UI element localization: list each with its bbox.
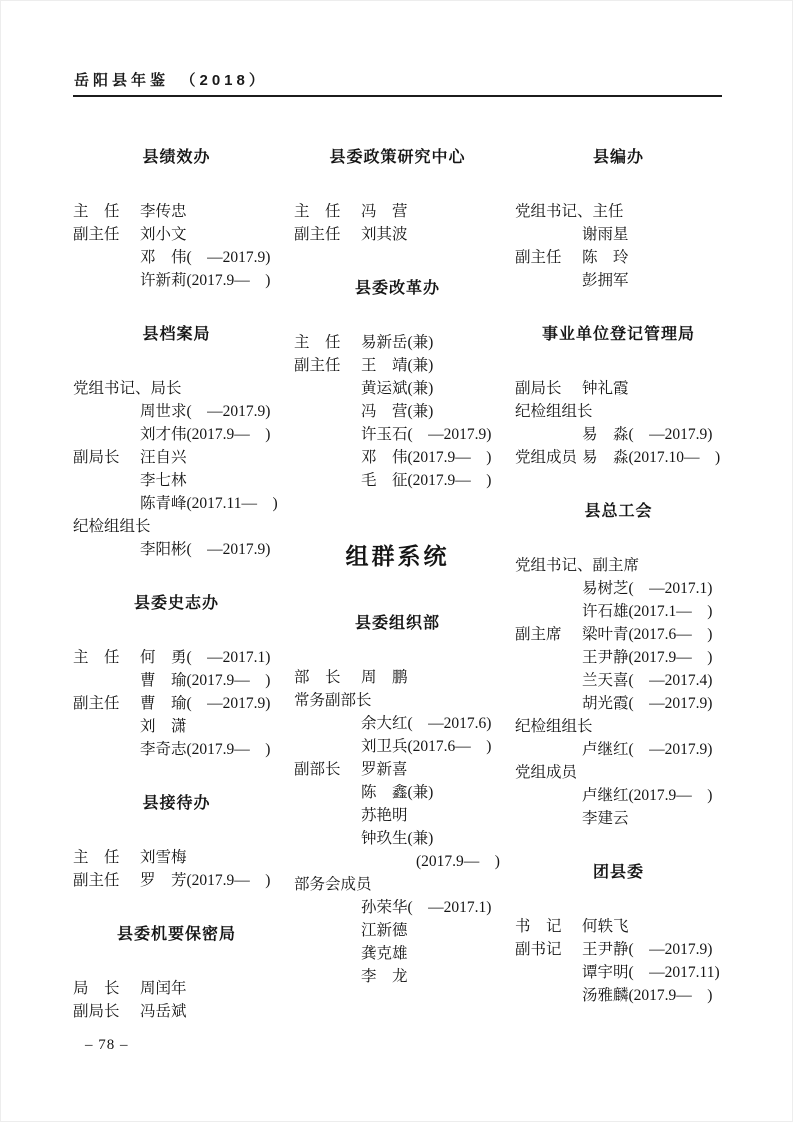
role-label — [73, 400, 140, 423]
org-section — [73, 148, 280, 292]
person-name: 彭拥军 — [582, 272, 629, 289]
person-name: 王尹静( —2017.9) — [582, 941, 713, 958]
person-name: 李阳彬( —2017.9) — [140, 541, 271, 558]
role-label: 主 任 — [294, 203, 341, 220]
entry-row — [515, 600, 722, 623]
person-name: 何 勇( —2017.1) — [140, 649, 271, 666]
entry-row — [294, 200, 501, 223]
entry-row — [515, 761, 722, 784]
entry-row — [515, 646, 722, 669]
entry-row — [515, 915, 722, 938]
person-name: 毛 征(2017.9— ) — [361, 472, 492, 489]
entry-row — [515, 984, 722, 1007]
person-name: 曹 瑜( —2017.9) — [140, 695, 271, 712]
role-label: 主 任 — [73, 649, 120, 666]
role-label: 纪检组组长 — [515, 403, 593, 420]
role-label: 党组书记、局长 — [73, 380, 182, 397]
role-label: 副部长 — [294, 761, 341, 778]
person-name: 卢继红( —2017.9) — [582, 741, 713, 758]
person-name: 谭宇明( —2017.11) — [582, 964, 720, 981]
entry-row — [73, 492, 280, 515]
person-name: 罗新喜 — [361, 761, 408, 778]
person-name: 余大红( —2017.6) — [361, 715, 492, 732]
role-label: 主 任 — [73, 203, 120, 220]
section-title: 县委政策研究中心 — [329, 149, 466, 166]
entry-row — [515, 223, 722, 246]
role-label — [515, 577, 582, 600]
person-name: 周 鹏 — [361, 669, 408, 686]
section-title: 县委史志办 — [133, 595, 219, 612]
role-label: 副局长 — [73, 449, 120, 466]
page-number: – 78 – — [85, 1037, 129, 1053]
entry-row — [73, 977, 280, 1000]
person-name: 钟礼霞 — [582, 380, 629, 397]
role-label — [294, 400, 361, 423]
person-name: 刘才伟(2017.9— ) — [140, 426, 271, 443]
person-name: 周闰年 — [140, 980, 187, 997]
entry-row — [515, 623, 722, 646]
role-label: 书 记 — [515, 918, 562, 935]
entry-row — [294, 689, 501, 712]
role-label — [73, 492, 140, 515]
role-label — [294, 942, 361, 965]
role-label — [515, 961, 582, 984]
person-name: 李传忠 — [140, 203, 187, 220]
person-name: 兰天喜( —2017.4) — [582, 672, 713, 689]
entry-row — [73, 692, 280, 715]
entry-row — [73, 669, 280, 692]
role-label — [515, 669, 582, 692]
person-name: 刘 潇 — [140, 718, 187, 735]
person-name: 汪自兴 — [140, 449, 187, 466]
entry-row — [515, 784, 722, 807]
entry-row — [73, 1000, 280, 1023]
person-name: 何轶飞 — [582, 918, 629, 935]
role-label: 副书记 — [515, 941, 562, 958]
page-header: 岳阳县年鉴 （2018） — [74, 72, 268, 89]
entry-row — [294, 965, 501, 988]
entry-row — [294, 850, 501, 873]
person-name: 曹 瑜(2017.9— ) — [140, 672, 271, 689]
role-label: 副主任 — [73, 226, 120, 243]
role-label — [515, 692, 582, 715]
role-label — [515, 600, 582, 623]
role-label: 局 长 — [73, 980, 120, 997]
org-section — [515, 502, 722, 830]
person-name: 陈 鑫(兼) — [361, 784, 434, 801]
org-section — [73, 794, 280, 892]
section-title: 县委改革办 — [354, 280, 440, 297]
role-label: 副主席 — [515, 626, 562, 643]
person-name: 龚克雄 — [361, 945, 408, 962]
person-name: 罗 芳(2017.9— ) — [140, 872, 271, 889]
role-label — [294, 712, 361, 735]
entry-row — [515, 938, 722, 961]
entry-row — [294, 735, 501, 758]
role-label: 副主任 — [294, 357, 341, 374]
person-name: 钟玖生(兼) — [361, 830, 434, 847]
entry-row — [73, 715, 280, 738]
entry-row — [294, 223, 501, 246]
person-name: 胡光霞( —2017.9) — [582, 695, 713, 712]
entry-row — [73, 738, 280, 761]
entry-row — [515, 400, 722, 423]
person-name: 许玉石( —2017.9) — [361, 426, 492, 443]
person-name: 冯 营 — [361, 203, 408, 220]
role-label: 副主任 — [294, 226, 341, 243]
person-name: 黄运斌(兼) — [361, 380, 434, 397]
role-label — [73, 469, 140, 492]
role-label: 副主任 — [515, 249, 562, 266]
role-label — [294, 804, 361, 827]
entry-row — [515, 961, 722, 984]
role-label — [73, 246, 140, 269]
person-name: 李七林 — [140, 472, 187, 489]
group-system-heading: 组群系统 — [345, 544, 450, 569]
role-label — [515, 807, 582, 830]
role-label — [515, 984, 582, 1007]
person-name: 汤雅麟(2017.9— ) — [582, 987, 713, 1004]
entry-row — [294, 827, 501, 850]
entry-row — [73, 446, 280, 469]
role-label: 副主任 — [73, 872, 120, 889]
org-section — [294, 148, 501, 246]
role-label — [294, 446, 361, 469]
entry-row — [294, 423, 501, 446]
entry-row — [294, 712, 501, 735]
entry-row — [294, 446, 501, 469]
entry-row — [73, 869, 280, 892]
person-name: 孙荣华( —2017.1) — [361, 899, 492, 916]
org-section — [515, 863, 722, 1007]
entry-row — [515, 554, 722, 577]
person-name: 李奇志(2017.9— ) — [140, 741, 271, 758]
person-name: 王 靖(兼) — [361, 357, 434, 374]
role-label: 副局长 — [73, 1003, 120, 1020]
section-title: 县绩效办 — [142, 149, 211, 166]
role-label: 党组书记、副主席 — [515, 557, 640, 574]
role-label — [294, 850, 361, 873]
role-label — [294, 423, 361, 446]
entry-row — [73, 423, 280, 446]
role-label: 主 任 — [73, 849, 120, 866]
role-label — [515, 784, 582, 807]
person-name: 易树芝( —2017.1) — [582, 580, 713, 597]
role-label — [294, 827, 361, 850]
section-title: 县档案局 — [142, 326, 211, 343]
person-name: 江新德 — [361, 922, 408, 939]
role-label: 纪检组组长 — [73, 518, 151, 535]
entry-row — [294, 804, 501, 827]
role-label — [73, 538, 140, 561]
entry-row — [515, 577, 722, 600]
org-section — [515, 148, 722, 292]
role-label — [515, 646, 582, 669]
person-name: 陈 玲 — [582, 249, 629, 266]
entry-row — [73, 269, 280, 292]
person-name: 许新莉(2017.9— ) — [140, 272, 271, 289]
entry-row — [294, 400, 501, 423]
org-section — [73, 325, 280, 561]
role-label — [294, 965, 361, 988]
section-title: 县接待办 — [142, 795, 211, 812]
entry-row — [73, 515, 280, 538]
role-label: 副局长 — [515, 380, 562, 397]
person-name: 苏艳明 — [361, 807, 408, 824]
role-label — [73, 738, 140, 761]
entry-row — [73, 846, 280, 869]
person-name: 邓 伟( —2017.9) — [140, 249, 271, 266]
entry-row — [294, 896, 501, 919]
person-name: 邓 伟(2017.9— ) — [361, 449, 492, 466]
person-name: 李 龙 — [361, 968, 408, 985]
role-label — [73, 715, 140, 738]
entry-row — [73, 646, 280, 669]
entry-row — [294, 377, 501, 400]
person-name: 周世求( —2017.9) — [140, 403, 271, 420]
section-title: 事业单位登记管理局 — [541, 326, 695, 343]
entry-row — [73, 200, 280, 223]
entry-row — [515, 200, 722, 223]
section-title: 县编办 — [592, 149, 644, 166]
person-name: 刘卫兵(2017.6— ) — [361, 738, 492, 755]
role-label — [294, 896, 361, 919]
entry-row — [515, 246, 722, 269]
header-rule — [73, 95, 722, 97]
person-name: 刘小文 — [140, 226, 187, 243]
person-name: 冯岳斌 — [140, 1003, 187, 1020]
org-section — [294, 614, 501, 988]
entry-row — [73, 538, 280, 561]
entry-row — [515, 377, 722, 400]
role-label — [294, 735, 361, 758]
entry-row — [515, 669, 722, 692]
column-right — [515, 115, 722, 1023]
person-name: 易新岳(兼) — [361, 334, 434, 351]
role-label — [515, 738, 582, 761]
org-section — [515, 325, 722, 469]
entry-row — [294, 758, 501, 781]
person-name: 王尹静(2017.9— ) — [582, 649, 713, 666]
role-label: 常务副部长 — [294, 692, 372, 709]
role-label — [294, 781, 361, 804]
entry-row — [515, 692, 722, 715]
entry-row — [515, 446, 722, 469]
entry-row — [515, 423, 722, 446]
entry-row — [73, 223, 280, 246]
role-label — [294, 469, 361, 492]
entry-row — [294, 331, 501, 354]
entry-row — [294, 469, 501, 492]
org-section — [73, 925, 280, 1023]
role-label — [73, 269, 140, 292]
content-columns — [73, 115, 722, 1023]
column-middle — [294, 115, 501, 1023]
section-title: 县总工会 — [584, 503, 653, 520]
org-section — [294, 279, 501, 492]
role-label — [73, 423, 140, 446]
entry-row — [73, 377, 280, 400]
entry-row — [515, 269, 722, 292]
entry-row — [73, 400, 280, 423]
person-name: 陈青峰(2017.11— ) — [140, 495, 278, 512]
entry-row — [294, 354, 501, 377]
role-label: 党组成员 — [515, 764, 578, 781]
role-label: 纪检组组长 — [515, 718, 593, 735]
entry-row — [73, 469, 280, 492]
role-label — [515, 223, 582, 246]
role-label — [515, 423, 582, 446]
person-name: 许石雄(2017.1— ) — [582, 603, 713, 620]
person-name: 刘其波 — [361, 226, 408, 243]
entry-row — [515, 715, 722, 738]
person-name: 冯 营(兼) — [361, 403, 434, 420]
entry-row — [294, 919, 501, 942]
role-label: 副主任 — [73, 695, 120, 712]
person-name: 卢继红(2017.9— ) — [582, 787, 713, 804]
column-left — [73, 115, 280, 1023]
section-title: 县委机要保密局 — [116, 926, 236, 943]
role-label — [73, 669, 140, 692]
entry-row — [73, 246, 280, 269]
role-label — [294, 377, 361, 400]
person-name: 易 淼(2017.10— ) — [582, 449, 721, 466]
role-label: 主 任 — [294, 334, 341, 351]
person-name: 李建云 — [582, 810, 629, 827]
entry-row — [515, 738, 722, 761]
role-label: 部务会成员 — [294, 876, 372, 893]
role-label: 党组成员 — [515, 449, 578, 466]
section-title: 县委组织部 — [354, 615, 440, 632]
person-name: 易 淼( —2017.9) — [582, 426, 713, 443]
role-label — [294, 919, 361, 942]
role-label — [515, 269, 582, 292]
person-name: 梁叶青(2017.6— ) — [582, 626, 713, 643]
role-label: 部 长 — [294, 669, 341, 686]
person-name: (2017.9— ) — [416, 853, 500, 870]
entry-row — [294, 942, 501, 965]
entry-row — [294, 666, 501, 689]
entry-row — [294, 873, 501, 896]
section-title: 团县委 — [592, 864, 644, 881]
entry-row — [515, 807, 722, 830]
person-name: 谢雨星 — [582, 226, 629, 243]
person-name: 刘雪梅 — [140, 849, 187, 866]
role-label: 党组书记、主任 — [515, 203, 624, 220]
org-section — [73, 594, 280, 761]
entry-row — [294, 781, 501, 804]
